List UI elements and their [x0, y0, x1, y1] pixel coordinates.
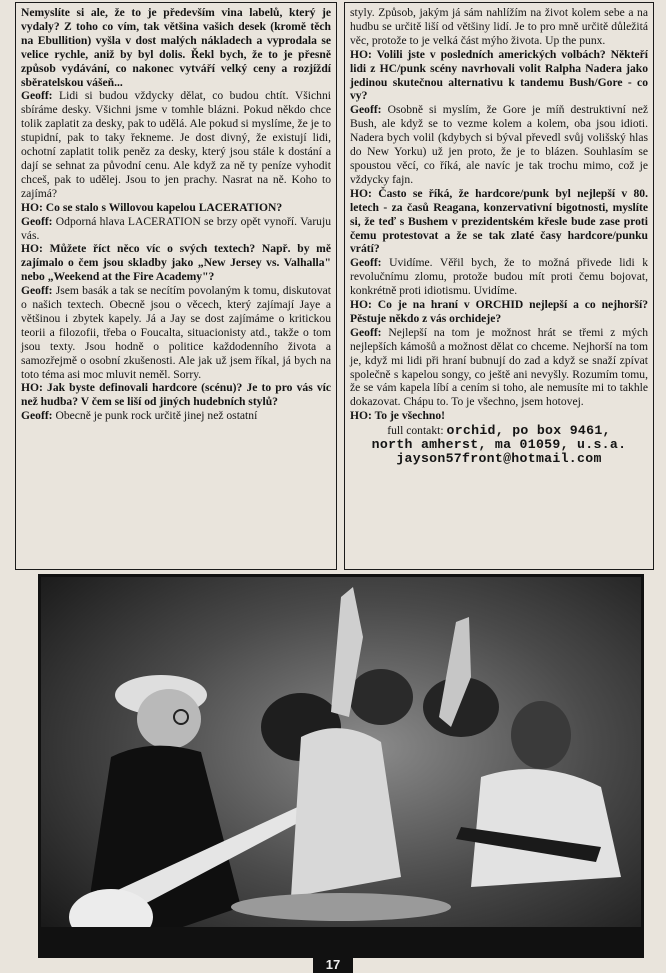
interview-question-6: HO: Často se říká, že hardcore/punk byl nejlepší v 80. letech - za časů Reagana, konzervativní bigotnosti, myslíte si, že teď s Bushem v prezidentském křesle bude zase proti čemu protestovat a že se tak zlaté časy hardcore/punku vrátí? [350, 186, 648, 256]
page-number: 17 [313, 957, 353, 973]
interview-answer-2: Geoff: Odporná hlava LACERATION se brzy opět vynoří. Varuju vás. [21, 214, 331, 242]
speaker-label: Geoff: [21, 214, 53, 228]
contact-email: jayson57front@hotmail.com [396, 451, 602, 466]
stage-floor [41, 927, 641, 955]
interview-question-7: HO: Co je na hraní v ORCHID nejlepší a co nejhorší? Pěstuje někdo z vás orchideje? [350, 298, 648, 325]
photo-illustration [41, 577, 641, 955]
speaker-label: Geoff: [350, 256, 382, 270]
guitarist-head [511, 701, 571, 769]
speaker-label: Geoff: [21, 409, 53, 423]
crowd-member-silhouette [349, 669, 413, 725]
contact-block [350, 424, 648, 466]
speaker-label: Geoff: [350, 103, 382, 117]
left-text-column [15, 2, 337, 570]
interview-answer-7: Geoff: Nejlepší na tom je možnost hrát se třemi z mých nejlepších kámošů a možnost dělat co chceme. Nejhorší na tom je, když mi lidi při hraní bubnují do zad a když se snaží zpívat společně s kapelou songy, co ještě ani nevyšly. Rozumím tomu, že se vám kapela líbí a cením si toho, ale nemusíte mi to takhle dokazovat. Chápu to. To je všechno, jsem hotovej. [350, 325, 648, 409]
interview-answer-4: Geoff: Obecně je punk rock určitě jinej než ostatní [21, 409, 258, 423]
interview-answer-3: Geoff: Jsem basák a tak se necítím povolaným k tomu, diskutovat o našich textech. Obecně jsou o věcech, který zajímají Jaye a většinou i zbytek kapely. Já a Jay se dost zajímáme o kritickou teorii a filozofii, třeba o Foucalta, situacionisty atd., takže o tom jsou texty. Jsou hodně o politice každodenního života a samozřejmě o osobní zkušenosti. Ale jak už jsem říkal, já bych na toto téma asi moc mluvit neměl. Sorry. [21, 284, 331, 381]
cymbal [231, 893, 451, 921]
interview-question-4: HO: Jak byste definovali hardcore (scénu)? Je to pro vás víc než hudba? V čem se liší od jiných hudebních stylů? [21, 381, 331, 409]
guitarist-shirt [471, 769, 621, 887]
bassist-head [137, 689, 201, 749]
interview-closing: HO: To je všechno! [350, 409, 446, 423]
interview-question-3: HO: Můžete říct něco víc o svých textech? Např. by mě zajímalo o čem jsou skladby jako „New Jersey vs. Valhalla" nebo „Weekend at the Fire Academy"? [21, 242, 331, 284]
speaker-label: Geoff: [21, 89, 53, 103]
contact-address-line-2: north amherst, ma 01059, u.s.a. [371, 437, 627, 453]
interview-question-1: Nemyslíte si ale, že to je především vina labelů, který je vydaly? Z toho co vím, tak většina vašich desek (kromě těch na Ebullition) vyšla v dost malých nákladech a vyprodala se velice rychle, aniž by byl dolis. Řekl bych, že to je přesně způsob vydávání, co nakonec vytváří velký ceny a rozjíždí sběratelskou vášeň... [21, 6, 331, 89]
contact-prefix: full contakt: [387, 424, 444, 438]
interview-answer-1: Geoff: Lidi si budou vždycky dělat, co budou chtít. Všichni sbíráme desky. Všichni jsme v tomhle blázni. Pokud někdo chce tolik zaplatit za desky, pak to udělá. Ale pokud si myslíme, že je to stupidní, pak to taky řekneme. Je dost divný, že existují lidi, ochotní zaplatit tolik peněz za desky, který jsou stále k dostání a dají se sehnat za původní cenu. Ale když za ně ty peníze vyhodit chceš, pak to udělej. Jsou to jen prachy. Nasrat na ně. Koho to zajímá? [21, 89, 331, 200]
speaker-label: Geoff: [350, 325, 382, 339]
band-live-photo [38, 574, 644, 958]
interview-answer-6: Geoff: Uvidíme. Věřil bych, že to možná přivede lidi k revolučnímu zlomu, protože budou mít proti čemu bojovat, konkrétně proti idiotismu. Uvidíme. [350, 256, 648, 298]
interview-answer-5: Geoff: Osobně si myslím, že Gore je míň destruktivní než Bush, ale když se to vezme kolem a kolem, oba jsou idioti. Nadera bych volil (kdybych si býval převedl svůj volišský hlas do New Yorku) už jen proto, že je to blázen. Souhlasím se spoustou věcí, co říká, ale navíc je tak trochu mimo, což je vždycky fajn. [350, 103, 648, 186]
contact-address-line-1: orchid, po box 9461, [446, 423, 611, 439]
speaker-label: Geoff: [21, 284, 53, 298]
interview-question-2: HO: Co se stalo s Willovou kapelou LACERATION? [21, 200, 283, 214]
right-text-column [344, 2, 654, 570]
interview-question-5: HO: Volili jste v posledních amerických volbách? Někteří lidi z HC/punk scény navrhovali volit Ralpha Nadera jako jedinou skutečnou alternativu k tandemu Bush/Gore - co vy? [350, 47, 648, 103]
interview-answer-4-continued: styly. Způsob, jakým já sám nahlížím na život kolem sebe a na hudbu se určitě liší od většiny lidí. Je to pro mně určitě důležitá věc, protože to je velká část mýho života. Up the punx. [350, 6, 648, 47]
